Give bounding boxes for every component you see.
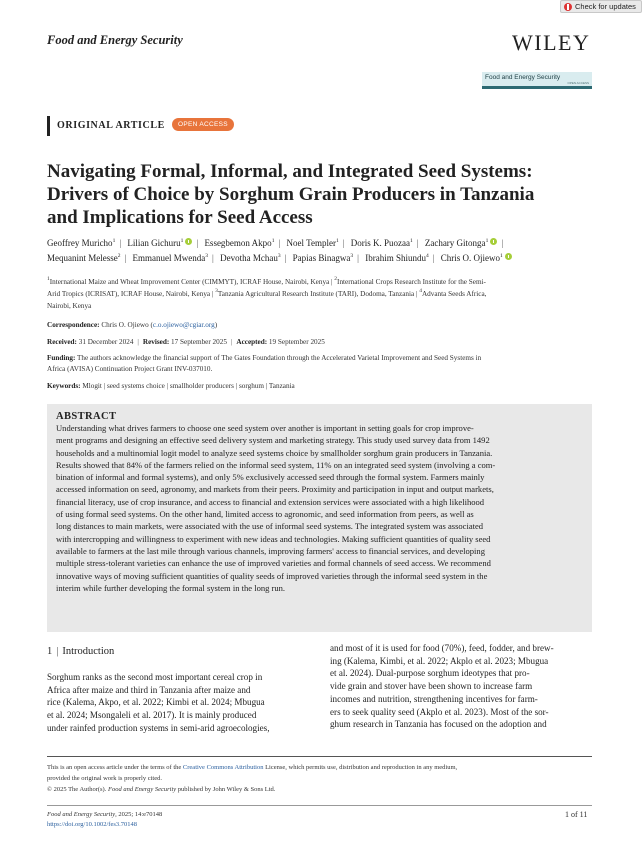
email-link[interactable]: c.o.ojiewo@cgiar.org [152,321,215,329]
body-line: ing (Kalema, Kimbi, et al. 2022; Akplo et al. 2023; Mbugua [330,655,549,666]
body-column-right [330,642,592,731]
abstract-line: of using formal seed systems. On the other hand, limited access to agronomic, and seed information from peers, as well as [56,509,474,520]
author-name[interactable]: Zachary Gitonga$^1$ [425,238,497,248]
footer-divider [47,805,592,806]
author-list-line-2: Mequanint Melesse$^2$ | Emmanuel Mwenda$^3$ | Devotha Mchau$^3$ | Papias Binagwa$^3$ | Ibrahim Shiundu$^4$ | Chris O. Ojiewo$^1$ [47,251,607,266]
journal-badge-title: Food and Energy Security [485,74,561,81]
affiliation-line: Nairobi, Kenya [47,302,92,310]
article-type-marker [47,116,50,136]
author-name[interactable]: Devotha Mchau$^3$ [220,253,281,263]
journal-badge-small: OPEN ACCESS [567,81,589,85]
footer-divider [47,756,592,757]
body-line: rice (Kalema, Akpo, et al. 2022; Kimbi et al. 2024; Mbugua [47,697,265,708]
body-line: Sorghum ranks as the second most important cereal crop in [47,672,263,682]
author-name[interactable]: Doris K. Puozaa$^1$ [350,238,413,248]
body-line: and most of it is used for food (70%), feed, fodder, and brew- [330,643,554,653]
abstract-line: households and a multinomial logit model to analyze seed systems choice by smallholder sorghum grain producers in Tanzania. [56,447,493,458]
publisher-logo: WILEY [512,30,591,55]
crossmark-icon [564,3,572,11]
open-access-badge: OPEN ACCESS [172,118,234,131]
abstract-line: Results showed that 84% of the farmers relied on the informal seed system, 11% on an integrated seed system (involving a com- [56,459,496,470]
correspondence: Correspondence: Chris O. Ojiewo (c.o.ojiewo@cgiar.org) [47,321,218,329]
author-name[interactable]: Ibrahim Shiundu$^4$ [365,253,429,263]
author-name[interactable]: Emmanuel Mwenda$^3$ [132,253,209,263]
article-dates: Received: 31 December 2024 | Revised: 17 September 2025 | Accepted: 19 September 2025 [47,338,325,346]
license-link[interactable]: Creative Commons Attribution [182,764,264,771]
author-list-line-1: Geoffrey Muricho$^1$ | Lilian Gichuru$^1$ | Essegbemon Akpo$^1$ | Noel Templer$^1$ | Doris K. Puozaa$^1$ | Zachary Gitonga$^1$ | [47,238,504,248]
author-name[interactable]: Noel Templer$^1$ [286,238,339,248]
author-name[interactable]: Mequanint Melesse$^2$ [47,253,121,263]
body-line: under rainfed production systems in semi-arid agroecologies, [47,722,270,733]
orcid-icon[interactable] [490,238,497,245]
author-name[interactable]: Essegbemon Akpo$^1$ [204,238,275,248]
abstract-line: multiple stress-tolerant varieties can enhance the use of improved varieties and formal channels of seed access. We recommend [56,558,491,569]
abstract-line: financial literacy, use of crop insurance, and access to financial and extension services were associated with a high likelihood [56,496,485,507]
title-line: Navigating Formal, Informal, and Integrated Seed Systems: [47,161,533,182]
author-name[interactable]: Geoffrey Muricho$^1$ [47,238,116,248]
orcid-icon[interactable] [505,253,512,260]
body-line: ghum research in Tanzania has focused on the adoption and [330,719,547,730]
author-name[interactable]: Lilian Gichuru$^1$ [127,238,192,248]
affiliation-line: $^1$International Maize and Wheat Improvement Center (CIMMYT), ICRAF House, Nairobi, Kenya | $^2$International Crops Research Institute for the Semi- [47,276,486,286]
abstract-line: interim while further developing the formal system in the long run. [56,582,286,593]
abstract-line: accessed information on seed, agronomy, and markets from their peers. Proximity and participation in input and output markets, [56,484,494,495]
check-updates-label: Check for updates [575,2,636,11]
page-number: 1 of 11 [565,810,588,819]
abstract-line: ment programs and designing an effective seed delivery system and marketing strategy. This study used survey data from 1492 [56,435,490,446]
author-name[interactable]: Chris O. Ojiewo$^1$ [441,253,512,263]
body-line: ers to seek quality seed (Akplo et al. 2023). Most of the sor- [330,706,549,717]
affiliation-line: Arid Tropics (ICRISAT), ICRAF House, Nairobi, Kenya | $^3$Tanzania Agricultural Research Institute (TARI), Dodoma, Tanzania | $^4$Advanta Seeds Africa, [47,288,487,298]
body-line: et al. 2024; Msongaleli et al. 2017). It is mainly produced [47,710,257,721]
keywords: Keywords: Mlogit | seed systems choice | smallholder producers | sorghum | Tanzania [47,382,295,390]
license-notice: This is an open access article under the terms of the Creative Commons Attribution License, which permits use, distribution and reproduction in any medium, provided the original work is properly cited. © 2025 The Author(s). Food and Energy Security published by John Wiley & Sons Ltd. [47,764,458,793]
author-name[interactable]: Papias Binagwa$^3$ [292,253,354,263]
journal-badge [482,72,592,89]
article-type: ORIGINAL ARTICLE [57,120,165,131]
abstract-line: available to farmers at the last mile through various channels, improving farmers' access to financial services, and developing [56,545,485,556]
body-line: et al. 2024). Dual-purpose sorghum ideotypes that pro- [330,668,530,679]
abstract-line: with intercropping and willingness to experiment with new ideas and technologies. Making sufficient quantities of quality seed [56,533,491,544]
title-line: and Implications for Seed Access [47,207,313,228]
title-line: Drivers of Choice by Sorghum Grain Producers in Tanzania [47,184,535,205]
body-column-left [47,671,309,735]
section-heading-introduction: 1 | Introduction [47,646,115,657]
abstract-heading: ABSTRACT [56,411,117,422]
body-line: Africa after maize and third in Tanzania after maize and [47,684,251,695]
funding: Funding: The authors acknowledge the financial support of The Gates Foundation through the Accelerated Varietal Improvement and Seed Systems in Africa (AVISA) Continuation Project Grant INV-037010. [47,354,482,373]
body-line: incomes and nutrition, strengthening incentives for farm- [330,693,538,704]
doi-link[interactable]: https://doi.org/10.1002/fes3.70148 [47,821,137,828]
abstract-line: Understanding what drives farmers to choose one seed system over another is important in setting goals for crop improve- [56,423,474,433]
abstract-line: long distances to main markets, were associated with the use of informal seed systems. The integrated system was associated [56,521,484,532]
check-for-updates-button[interactable] [560,0,642,13]
body-line: vide grain and stover have been shown to increase farm [330,681,533,692]
orcid-icon[interactable] [185,238,192,245]
abstract-body [56,422,592,594]
article-title [47,160,607,229]
journal-name: Food and Energy Security [47,33,183,47]
abstract-line: bination of informal and formal systems), and only 5% exclusively accessed seed through the formal system. Farmers mainly [56,472,485,483]
abstract-line: innovative ways of moving sufficient quantities of quality seeds of improved varieties through the informal seed system in the [56,570,488,581]
citation: Food and Energy Security, 2025; 14:e70148 https://doi.org/10.1002/fes3.70148 [47,811,163,828]
